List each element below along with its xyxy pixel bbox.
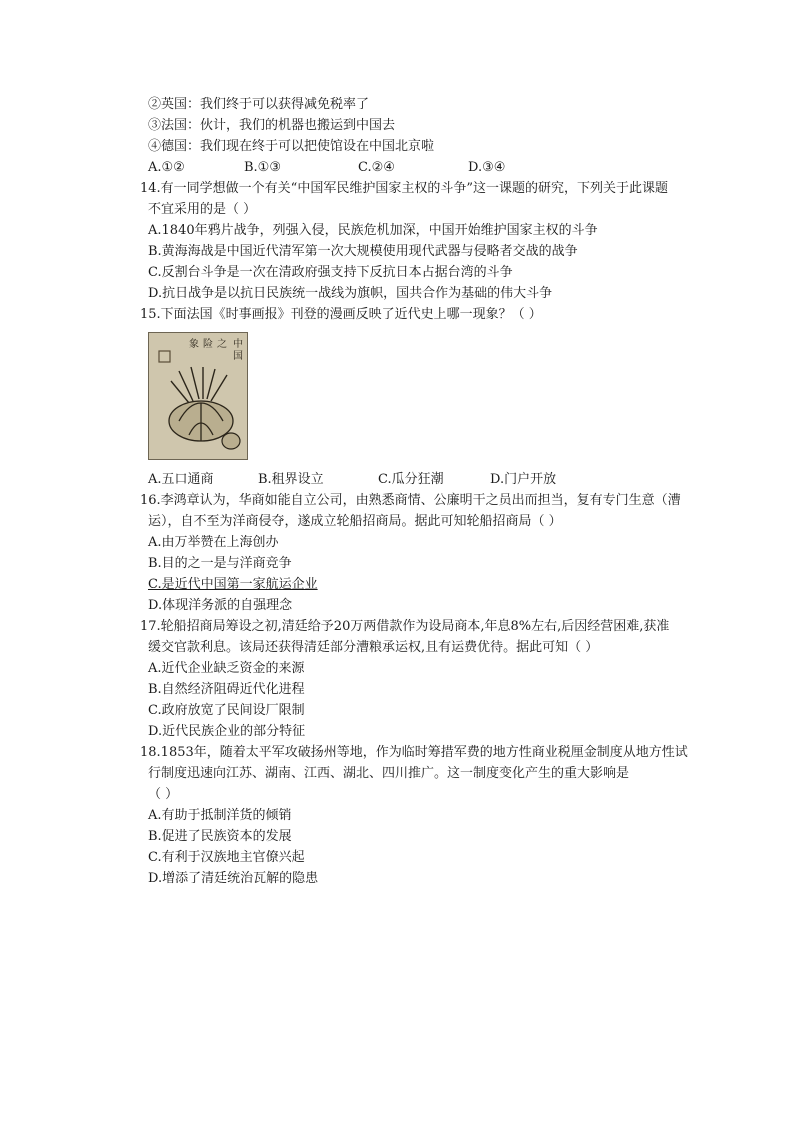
q16-option-a: A.由万举赞在上海创办 xyxy=(148,535,279,550)
q13-option-a: A.①② xyxy=(148,160,185,175)
cartoon-caption-char-5: 象 xyxy=(189,339,199,350)
q18-option-c: C.有利于汉族地主官僚兴起 xyxy=(148,850,305,865)
q17-option-a: A.近代企业缺乏资金的来源 xyxy=(148,661,305,676)
q14-stem-line-2: 不宜采用的是（ ） xyxy=(148,202,257,217)
q16-option-d: D.体现洋务派的自强理念 xyxy=(148,598,293,613)
q16-stem-line-1: 16.李鸿章认为，华商如能自立公司，由熟悉商情、公廉明干之员出而担当，复有专门生意（漕 xyxy=(140,493,681,508)
q17-stem-line-1: 17.轮船招商局筹设之初,清廷给予20万两借款作为设局商本,年息8%左右,后因经营困难,获准 xyxy=(140,619,670,634)
q14-option-d: D.抗日战争是以抗日民族统一战线为旗帜，国共合作为基础的伟大斗争 xyxy=(148,286,553,301)
q14-option-a: A.1840年鸦片战争，列强入侵，民族危机加深，中国开始维护国家主权的斗争 xyxy=(148,223,598,238)
q14-option-b: B.黄海海战是中国近代清军第一次大规模使用现代武器与侵略者交战的战争 xyxy=(148,244,578,259)
q15-option-c: C.瓜分狂潮 xyxy=(378,472,444,487)
cartoon-caption-char-4: 险 xyxy=(203,339,213,350)
q16-option-c: C.是近代中国第一家航运企业 xyxy=(148,577,318,592)
seal-stamp xyxy=(159,351,170,362)
q18-option-b: B.促进了民族资本的发展 xyxy=(148,829,292,844)
q13-options xyxy=(148,158,548,178)
pumpkin xyxy=(169,401,233,441)
q14-option-c: C.反割台斗争是一次在清政府强支持下反抗日本占据台湾的斗争 xyxy=(148,265,513,280)
q18-option-d: D.增添了清廷统治瓦解的隐患 xyxy=(148,871,319,886)
q17-option-b: B.自然经济阻碍近代化进程 xyxy=(148,682,305,697)
q16-option-b: B.目的之一是与洋商竞争 xyxy=(148,556,292,571)
q13-statement-3: ③法国：伙计，我们的机器也搬运到中国去 xyxy=(148,118,396,133)
q18-stem-line-1: 18.1853年，随着太平军攻破扬州等地，作为临时筹措军费的地方性商业税厘金制度从地方性试 xyxy=(140,745,688,760)
q18-stem-line-3: （ ） xyxy=(148,787,179,802)
q13-statement-4: ④德国：我们现在终于可以把使馆设在中国北京啦 xyxy=(148,139,435,154)
cartoon-caption-char-2: 国 xyxy=(233,351,243,362)
q15-stem: 15.下面法国《时事画报》刊登的漫画反映了近代史上哪一现象？（ ） xyxy=(140,307,542,322)
q16-stem-line-2: 运），自不至为洋商侵夺，遂成立轮船招商局。据此可知轮船招商局（ ） xyxy=(148,514,562,529)
q15-option-a: A.五口通商 xyxy=(148,472,214,487)
q13-option-b: B.①③ xyxy=(244,160,281,175)
q13-option-c: C.②④ xyxy=(358,160,395,175)
q17-stem-line-2: 缓交官款利息。该局还获得清廷部分漕粮承运权,且有运费优待。据此可知（ ） xyxy=(148,640,599,655)
political-cartoon xyxy=(148,332,248,460)
q18-option-a: A.有助于抵制洋货的倾销 xyxy=(148,808,292,823)
small-gourd xyxy=(222,433,240,449)
pumpkin-cartoon-image xyxy=(149,333,247,459)
q13-option-d: D.③④ xyxy=(468,160,506,175)
knives xyxy=(171,367,227,403)
q18-stem-line-2: 行制度迅速向江苏、湖南、江西、湖北、四川推广。这一制度变化产生的重大影响是 xyxy=(148,766,630,781)
q13-statement-2: ②英国：我们终于可以获得减免税率了 xyxy=(148,97,370,112)
cartoon-caption-char-3: 之 xyxy=(217,339,227,350)
q15-option-b: B.租界设立 xyxy=(258,472,324,487)
q15-option-d: D.门户开放 xyxy=(490,472,557,487)
q17-option-c: C.政府放宽了民间设厂限制 xyxy=(148,703,305,718)
q17-option-d: D.近代民族企业的部分特征 xyxy=(148,724,306,739)
q14-stem-line-1: 14.有一同学想做一个有关“中国军民维护国家主权的斗争”这一课题的研究，下列关于此课题 xyxy=(140,181,668,196)
cartoon-caption-char-1: 中 xyxy=(233,339,243,350)
q15-options xyxy=(148,470,588,490)
